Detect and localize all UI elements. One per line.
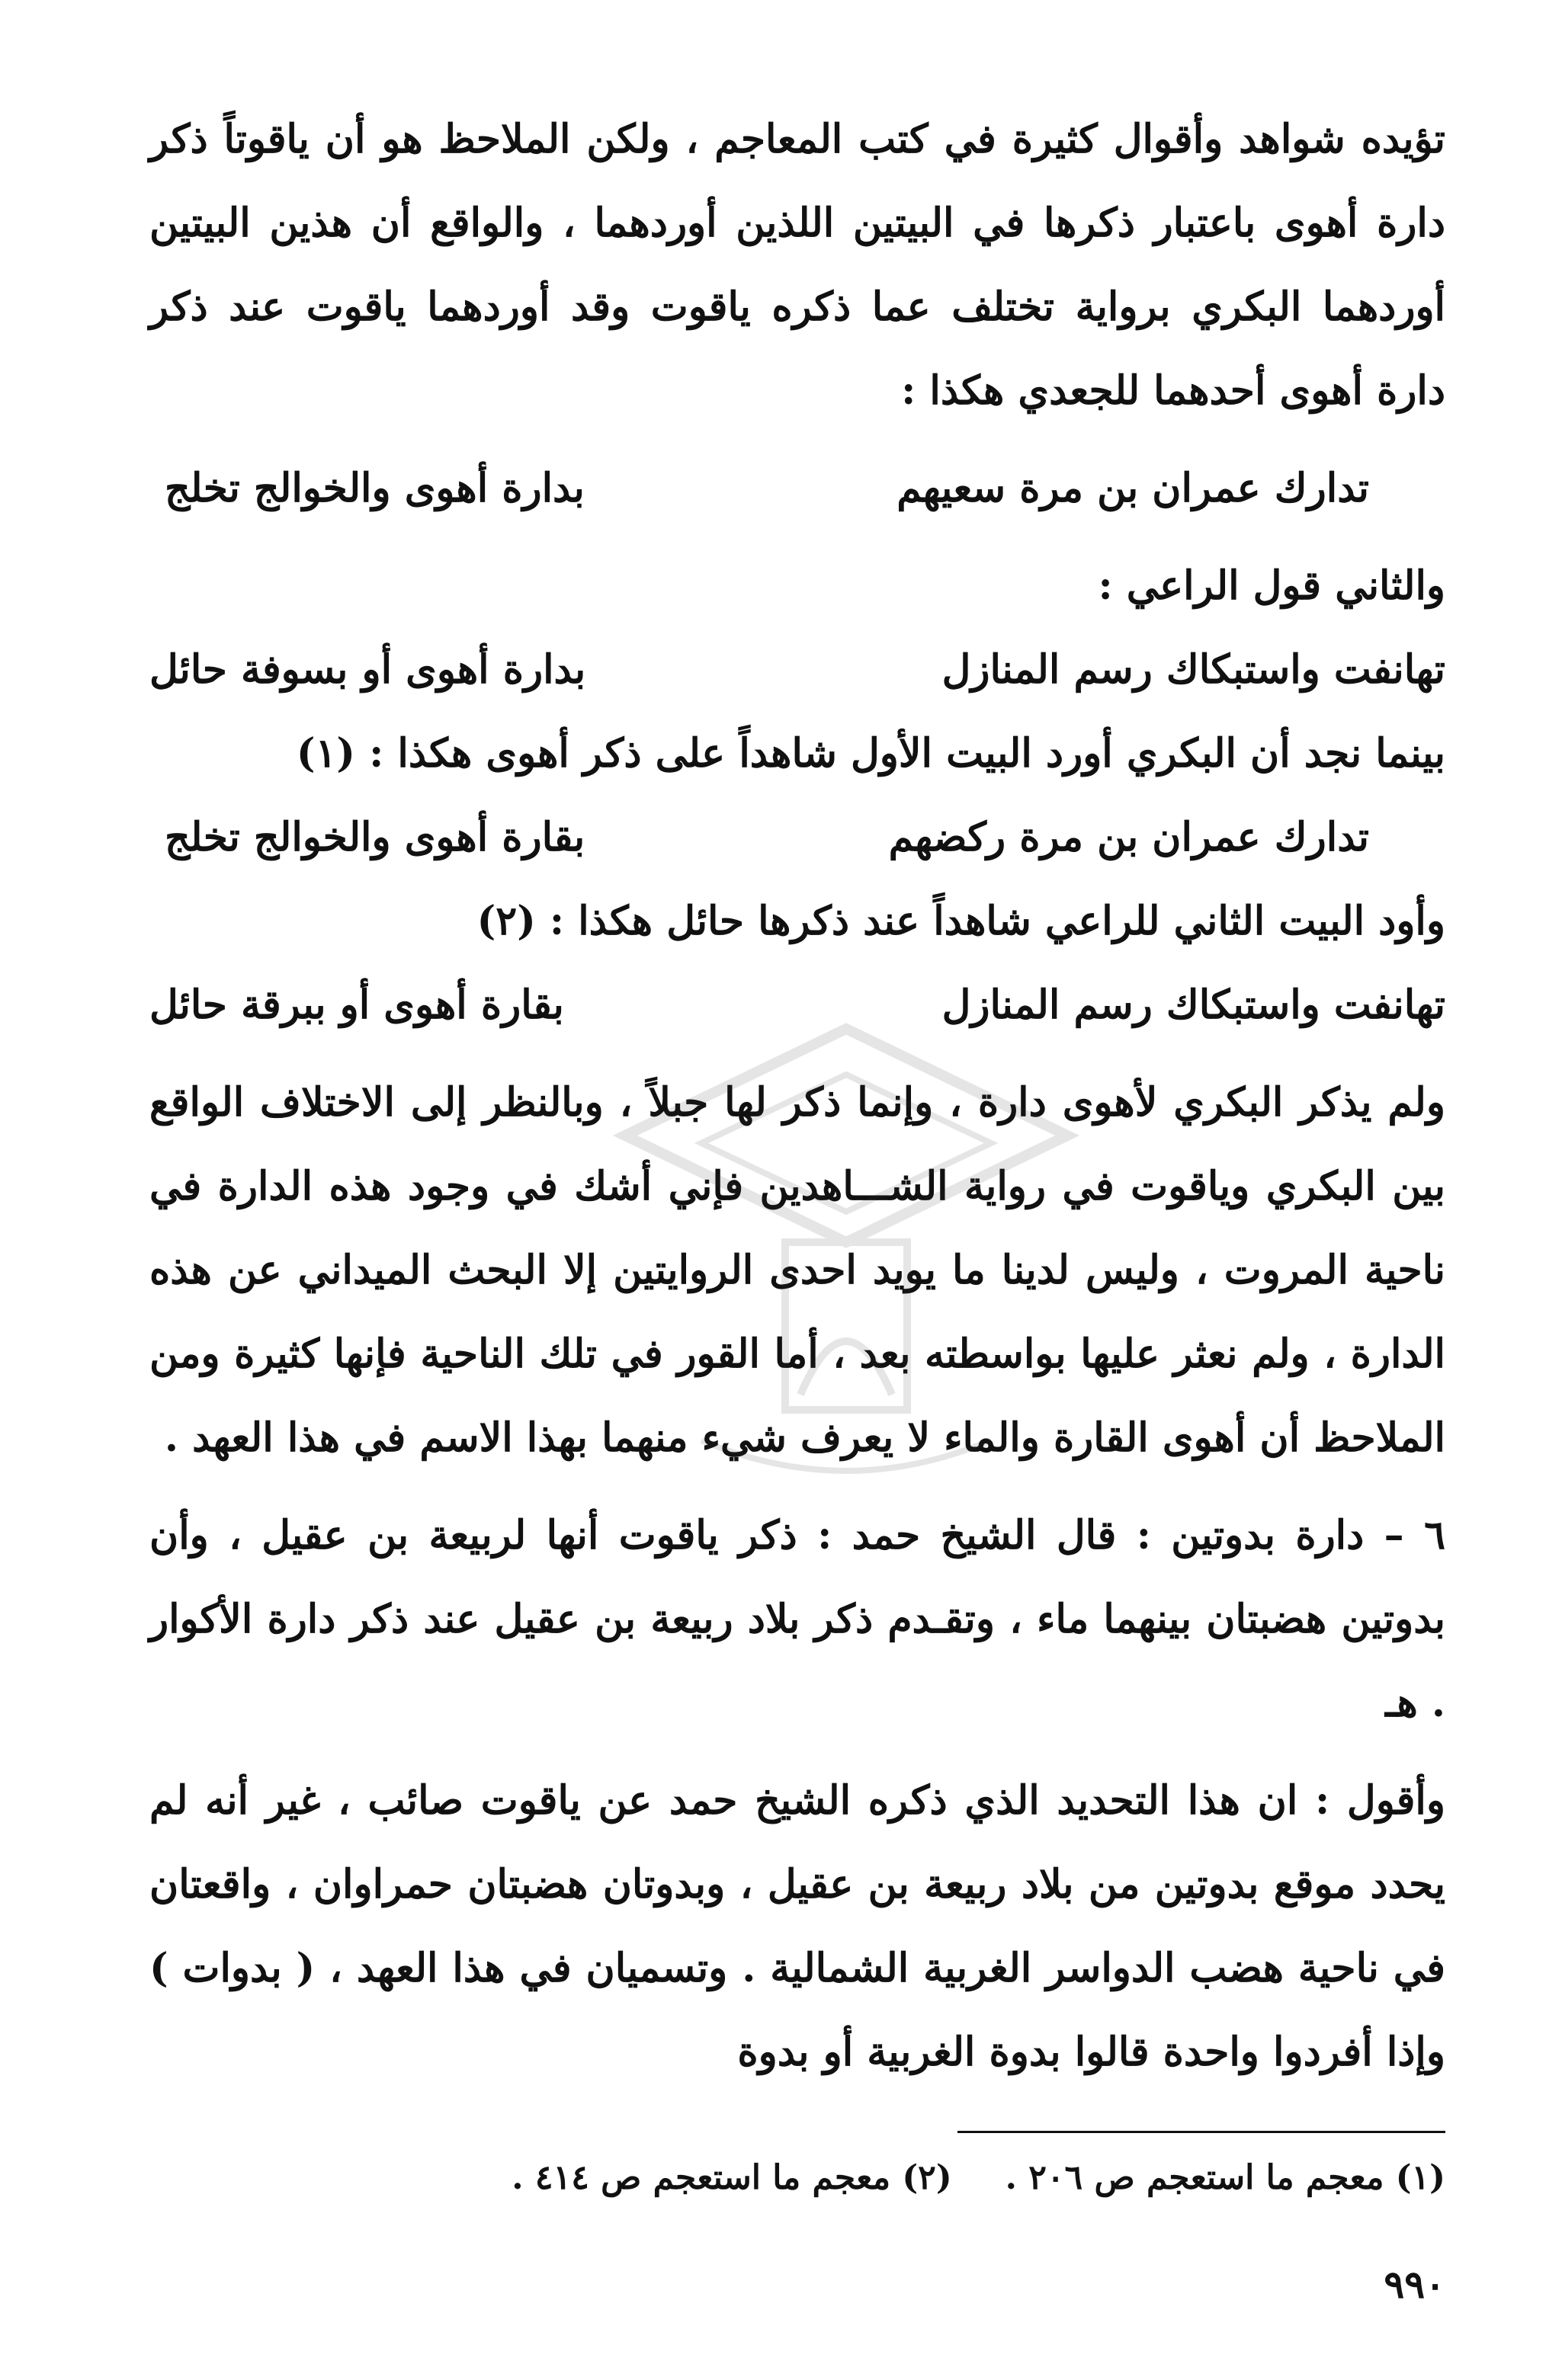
verse-first-hemistich: تهانفت واستبكاك رسم المنازل (941, 646, 1445, 693)
paragraph-analysis: ولم يذكر البكري لأهوى دارة ، وإنما ذكر لها جبلاً ، وبالنظر إلى الاختلاف الواقع بين البكري وياقوت في رواية الشـــاهدين فإني أشك في وجود هذه الدارة في ناحية المروت ، وليس لدينا ما يويد احدى الروايتين إلا البحث الميداني عن هذه الدارة ، ولم نعثر عليها بواسطته بعد ، أما القور في تلك الناحية فإنها كثيرة ومن الملاحظ أن أهوى القارة والماء لا يعرف شيء منهما بهذا الاسم في هذا العهد . (149, 1079, 1445, 1461)
verse-rai (149, 628, 1445, 712)
footnote-1: (١) معجم ما استعجم ص ٢٠٦ . (1005, 2158, 1445, 2197)
verse-second-hemistich: بقارة أهوى والخوالج تخلج (165, 814, 585, 860)
footnotes (149, 2148, 1445, 2209)
paragraph-bakri-second: وأود البيت الثاني للراعي شاهداً عند ذكرها حائل هكذا : (٢) (476, 898, 1445, 944)
verse-second-hemistich: بقارة أهوى أو ببرقة حائل (149, 982, 564, 1028)
verse-bakri-rai (149, 963, 1445, 1047)
verse-bakri-jaadi (149, 796, 1445, 879)
verse-second-hemistich: بدارة أهوى أو بسوفة حائل (149, 646, 586, 693)
page-content (149, 98, 1445, 2308)
paragraph-section-six: ٦ – دارة بدوتين : قال الشيخ حمد : ذكر ياقوت أنها لربيعة بن عقيل ، وأن بدوتين هضبتان بينهما ماء ، وتقـدم ذكر بلاد ربيعة بن عقيل عند ذكر دارة الأكوار . هـ (149, 1512, 1445, 1726)
verse-second-hemistich: بدارة أهوى والخوالج تخلج (165, 465, 585, 511)
page-number: ٩٩٠ (1384, 2262, 1445, 2307)
paragraph-bakri-first: بينما نجد أن البكري أورد البيت الأول شاهداً على ذكر أهوى هكذا : (١) (296, 730, 1445, 777)
verse-jaadi (149, 447, 1445, 530)
paragraph-intro: تؤيده شواهد وأقوال كثيرة في كتب المعاجم ، ولكن الملاحظ هو أن ياقوتاً ذكر دارة أهوى باعتبار ذكرها في البيتين اللذين أوردهما ، والواقع أن هذين البيتين أوردهما البكري برواية تختلف عما ذكره ياقوت وقد أوردهما ياقوت عند ذكر دارة أهوى أحدهما للجعدي هكذا : (149, 116, 1445, 414)
footnote-2: (٢) معجم ما استعجم ص ٤١٤ . (512, 2158, 952, 2197)
paragraph-second-verse-intro: والثاني قول الراعي : (1098, 562, 1445, 609)
verse-first-hemistich: تدارك عمران بن مرة سعيهم (896, 465, 1369, 511)
verse-first-hemistich: تدارك عمران بن مرة ركضهم (888, 814, 1369, 860)
verse-first-hemistich: تهانفت واستبكاك رسم المنازل (941, 982, 1445, 1028)
paragraph-author-comment: وأقول : ان هذا التحديد الذي ذكره الشيخ حمد عن ياقوت صائب ، غير أنه لم يحدد موقع بدوتين من بلاد ربيعة بن عقيل ، وبدوتان هضبتان حمراوان ، واقعتان في ناحية هضب الدواسر الغربية الشمالية . وتسميان في هذا العهد ، ( بدوات ) وإذا أفردوا واحدة قالوا بدوة الغربية أو بدوة (149, 1777, 1445, 2075)
footnote-divider (957, 2131, 1445, 2133)
